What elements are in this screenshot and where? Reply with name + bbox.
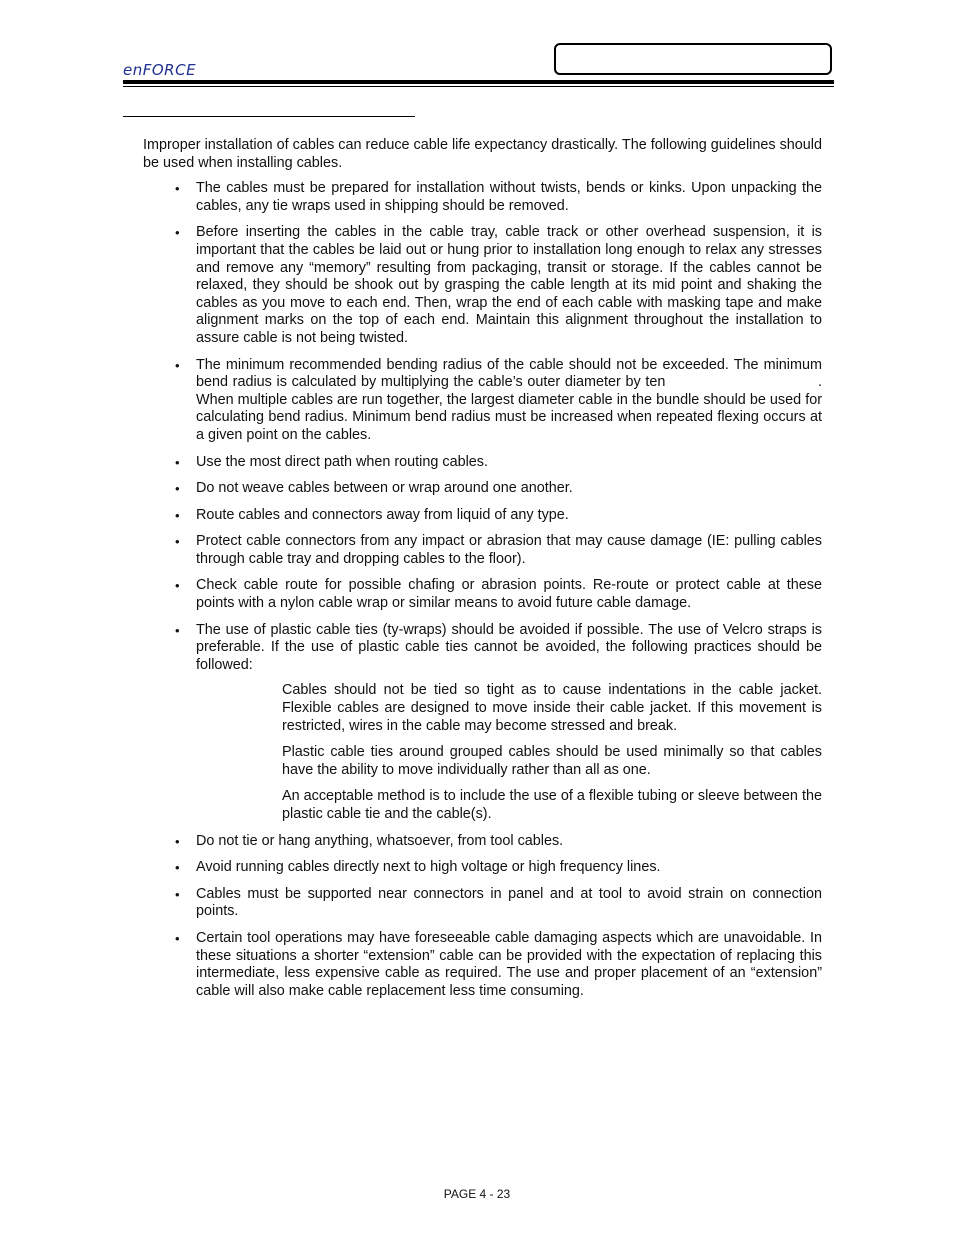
list-item — [143, 224, 822, 347]
bullet-icon: • — [175, 225, 180, 241]
list-item-text: Use the most direct path when routing cables. — [196, 453, 488, 470]
list-item-text: Certain tool operations may have foreseeable cable damaging aspects which are unavoidable. In these situations a shorter “extension” cable can be provided with the expectation of replacing this intermediate, less expensive cable as required. The use and proper placement of an “extension” cable will also make cable replacement less time consuming. — [196, 929, 822, 999]
bullet-icon: • — [175, 357, 180, 373]
bullet-icon: • — [175, 507, 180, 523]
bullet-icon: • — [175, 833, 180, 849]
intro-paragraph: Improper installation of cables can reduce cable life expectancy drastically. The following guidelines should be used when installing cables. — [143, 137, 822, 171]
header-rule-thin — [123, 86, 834, 87]
list-item-text: The cables must be prepared for installation without twists, bends or kinks. Upon unpacking the cables, any tie wraps used in shipping should be removed. — [196, 180, 822, 214]
list-item — [143, 859, 822, 877]
list-item-text: Cables must be supported near connectors in panel and at tool to avoid strain on connection points. — [196, 885, 822, 920]
list-item-text: Check cable route for possible chafing or abrasion points. Re-route or protect cable at these points with a nylon cable wrap or similar means to avoid future cable damage. — [196, 577, 822, 612]
list-item-text: Do not weave cables between or wrap around one another. — [196, 480, 573, 497]
section-heading-rule — [123, 116, 415, 117]
sub-list-item: Plastic cable ties around grouped cables should be used minimally so that cables have the ability to move individually rather than all as one. — [282, 744, 822, 778]
list-item-text: The use of plastic cable ties (ty-wraps) should be avoided if possible. The use of Velcro straps is preferable. If the use of plastic cable ties cannot be avoided, the following practices should be followed: — [196, 621, 822, 673]
list-item — [143, 480, 822, 498]
list-item-text: Route cables and connectors away from liquid of any type. — [196, 506, 569, 523]
list-item — [143, 622, 822, 824]
page-number: PAGE 4 - 23 — [443, 1187, 511, 1201]
guideline-list — [143, 180, 822, 1000]
bullet-icon: • — [175, 481, 180, 497]
bullet-icon: • — [175, 930, 180, 946]
header-logo: enFORCE — [123, 61, 197, 79]
bullet-icon: • — [175, 454, 180, 470]
header-title-box — [554, 43, 832, 75]
list-item — [143, 454, 822, 472]
bullet-icon: • — [175, 181, 180, 197]
bullet-icon: • — [175, 534, 180, 550]
list-item — [143, 930, 822, 1000]
list-item-text: Protect cable connectors from any impact or abrasion that may cause damage (IE: pulling cables through cable tray and dropping cables to the floor). — [196, 533, 822, 567]
page-content — [143, 137, 822, 1009]
bullet-icon: • — [175, 578, 180, 594]
list-item — [143, 507, 822, 525]
list-item — [143, 577, 822, 612]
bullet-icon: • — [175, 622, 180, 638]
header-rule-thick — [123, 80, 834, 84]
bullet-icon: • — [175, 860, 180, 876]
list-item — [143, 533, 822, 568]
list-item-text: Before inserting the cables in the cable tray, cable track or other overhead suspension, it is important that the cables be laid out or hung prior to installation long enough to relax any stresses and remove any “memory” resulting from packaging, transit or storage. If the cables cannot be relaxed, they should be shook out by grasping the cable length at its mid point and shaking the cables as you move to each end. Then, wrap the end of each cable with masking tape and make alignment marks on the top of each end. Maintain this alignment throughout the installation to assure cable is not being twisted. — [196, 224, 822, 346]
bullet-icon: • — [175, 886, 180, 902]
list-item-text: The minimum recommended bending radius of the cable should not be exceeded. The minimum bend radius is calculated by multiplying the cable’s outer diameter by ten — [196, 356, 822, 391]
list-item-text: . When multiple cables are run together, the largest diameter cable in the bundle should be used for calculating bend radius. Minimum bend radius must be increased when repeated flexing occurs at a given point on the cables. — [196, 374, 822, 443]
sub-list-item: Cables should not be tied so tight as to cause indentations in the cable jacket. Flexible cables are designed to move inside their cable jacket. If this movement is restricted, wires in the cable may become stressed and break. — [282, 682, 822, 734]
sub-list-item: An acceptable method is to include the use of a flexible tubing or sleeve between the plastic cable tie and the cable(s). — [282, 788, 822, 822]
list-item-text: Avoid running cables directly next to high voltage or high frequency lines. — [196, 859, 661, 876]
list-item — [143, 833, 822, 851]
list-item-text: Do not tie or hang anything, whatsoever, from tool cables. — [196, 832, 564, 849]
list-item — [143, 180, 822, 215]
list-item — [143, 886, 822, 921]
list-item — [143, 357, 822, 445]
cable-tie-practices — [196, 682, 822, 823]
